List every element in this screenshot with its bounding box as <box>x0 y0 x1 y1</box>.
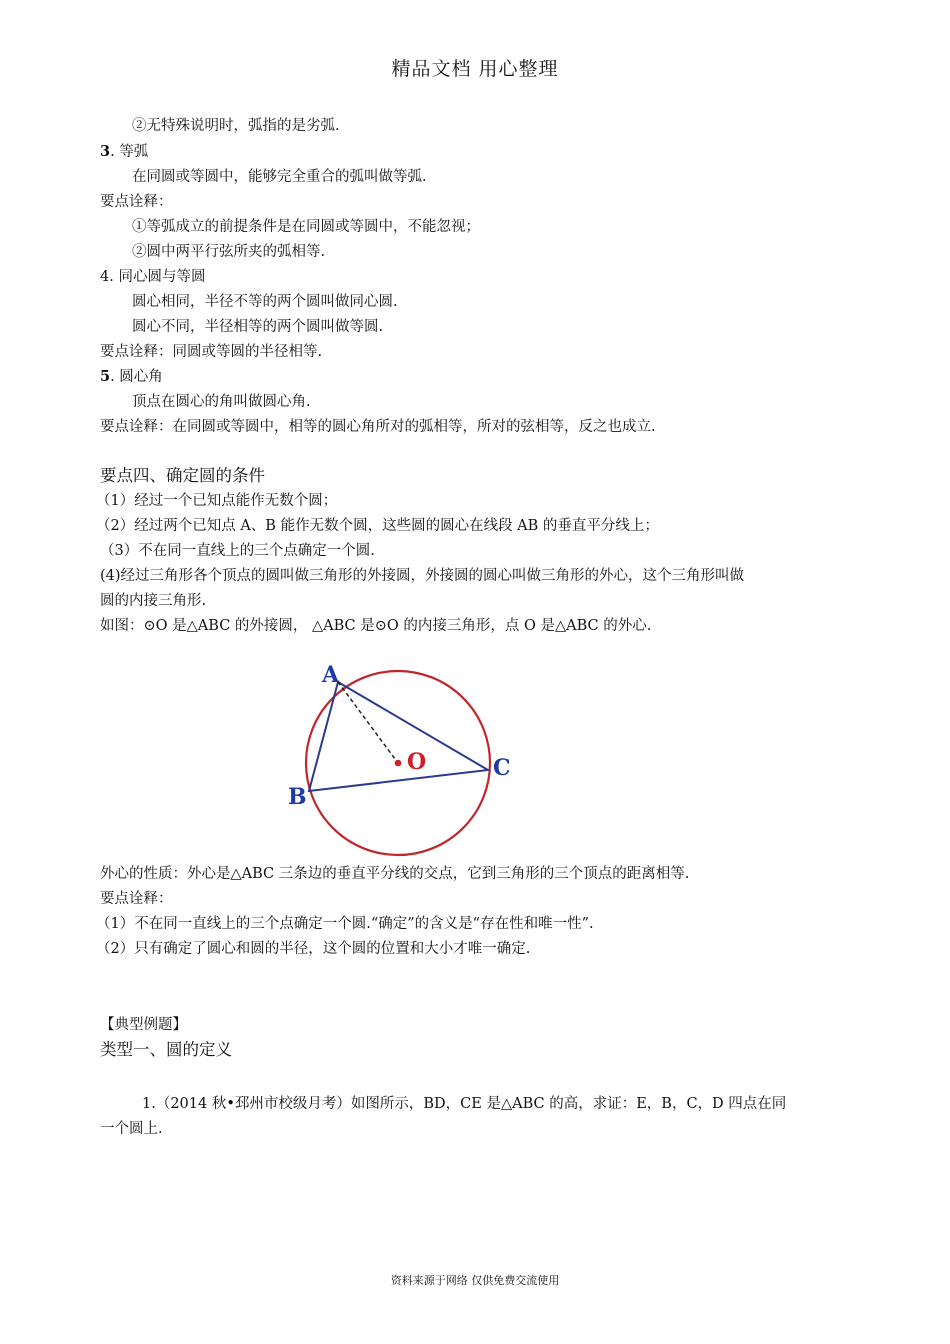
text-line <box>132 217 480 237</box>
text-line <box>96 914 594 934</box>
line-text: （1）经过一个已知点能作无数个圆； <box>96 493 338 509</box>
text-line <box>142 1094 786 1114</box>
text-line <box>100 541 375 561</box>
text-line <box>100 1015 187 1035</box>
text-line <box>132 116 340 136</box>
text-line <box>100 864 689 884</box>
text-line <box>100 267 205 287</box>
line-text: 在同圆或等圆中，能够完全重合的弧叫做等弧. <box>132 169 427 185</box>
line-text: 圆心不同，半径相等的两个圆叫做等圆. <box>132 319 384 335</box>
line-text: 要点四、确定圆的条件 <box>100 466 265 485</box>
radius-oa-dashed <box>338 682 398 763</box>
page-header: 精品文档 用心整理 <box>391 58 559 80</box>
line-text: . 等弧 <box>110 144 149 160</box>
text-line <box>96 516 659 536</box>
line-text: 要点诠释： <box>100 891 173 907</box>
text-line <box>100 466 265 486</box>
label-a: A <box>322 662 340 688</box>
text-line <box>96 939 530 959</box>
label-b: B <box>288 784 307 810</box>
text-line <box>132 392 311 412</box>
triangle-abc <box>309 682 488 791</box>
line-text: 要点诠释：同圆或等圆的半径相等. <box>100 344 323 360</box>
text-line <box>132 242 325 262</box>
line-text: 圆心相同，半径不等的两个圆叫做同心圆. <box>132 294 398 310</box>
line-text: ②圆中两平行弦所夹的弧相等. <box>132 244 326 260</box>
text-line <box>100 342 322 362</box>
text-line <box>100 142 148 162</box>
line-text: 如图：⊙O 是△ABC 的外接圆， △ABC 是⊙O 的内接三角形，点 O 是△ABC 的外心. <box>100 618 652 634</box>
line-text: (4)经过三角形各个顶点的圆叫做三角形的外接圆，外接圆的圆心叫做三角形的外心，这个三角形叫做 <box>100 568 745 584</box>
line-text: 顶点在圆心的角叫做圆心角. <box>132 394 311 410</box>
line-text: （2）只有确定了圆心和圆的半径，这个圆的位置和大小才唯一确定. <box>96 941 531 957</box>
line-text: （2）经过两个已知点 A、B 能作无数个圆，这些圆的圆心在线段 AB 的垂直平分线上； <box>96 518 659 534</box>
line-text: ②无特殊说明时，弧指的是劣弧. <box>132 118 340 134</box>
label-c: C <box>493 755 511 781</box>
line-text: 类型一、圆的定义 <box>100 1040 232 1059</box>
line-text: 【典型例题】 <box>100 1017 187 1033</box>
circumscribed-circle-figure <box>280 650 530 860</box>
center-point-o <box>395 760 402 767</box>
line-text: 要点诠释： <box>100 194 173 210</box>
text-line <box>100 367 163 387</box>
line-text: （1）不在同一直线上的三个点确定一个圆.“确定”的含义是“存在性和唯一性”. <box>96 916 594 932</box>
line-text: . 圆心角 <box>110 369 163 385</box>
section-number: 3 <box>100 143 111 160</box>
label-o: O <box>407 749 427 775</box>
line-text: 1.（2014 秋•邳州市校级月考）如图所示，BD，CE 是△ABC 的高，求证：E，B，C，D 四点在同 <box>142 1096 787 1112</box>
text-line <box>100 889 173 909</box>
line-text: 圆的内接三角形. <box>100 593 207 609</box>
page-footer: 资料来源于网络 仅供免费交流使用 <box>390 1274 560 1287</box>
line-text: 4. 同心圆与等圆 <box>100 269 206 285</box>
section-number: 5 <box>100 368 111 385</box>
text-line <box>132 292 398 312</box>
text-line <box>132 167 427 187</box>
text-line <box>100 566 744 586</box>
text-line <box>100 192 173 212</box>
text-line <box>96 491 337 511</box>
line-text: 外心的性质：外心是△ABC 三条边的垂直平分线的交点，它到三角形的三个顶点的距离相等. <box>100 866 690 882</box>
text-line <box>100 417 656 437</box>
text-line <box>132 317 383 337</box>
line-text: ①等弧成立的前提条件是在同圆或等圆中，不能忽视； <box>132 219 480 235</box>
text-line <box>100 591 206 611</box>
text-line <box>100 616 651 636</box>
line-text: （3）不在同一直线上的三个点确定一个圆. <box>100 543 375 559</box>
line-text: 要点诠释：在同圆或等圆中，相等的圆心角所对的弧相等，所对的弦相等，反之也成立. <box>100 419 656 435</box>
line-text: 一个圆上. <box>100 1121 163 1137</box>
text-line <box>100 1119 163 1139</box>
text-line <box>100 1040 232 1060</box>
